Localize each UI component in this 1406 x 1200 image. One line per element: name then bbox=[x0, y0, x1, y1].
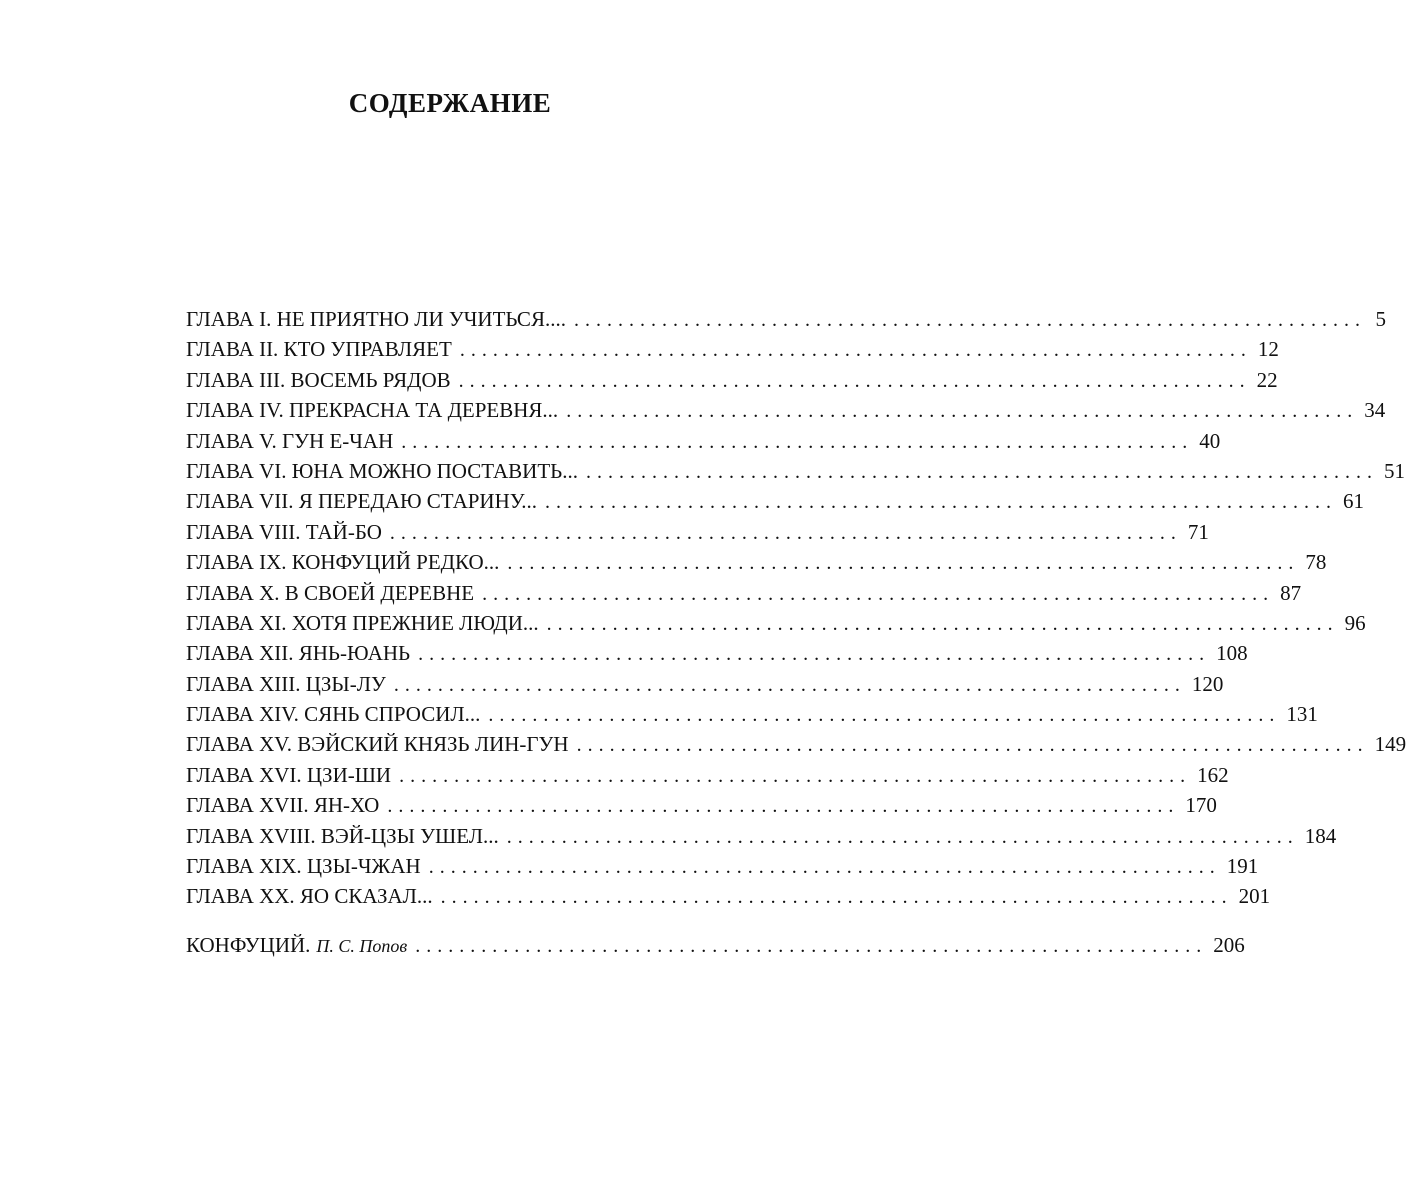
toc-entry-appendix bbox=[186, 930, 1245, 960]
toc-entry-page: 184 bbox=[1304, 823, 1337, 848]
toc-entry-label: ГЛАВА XIX. ЦЗЫ-ЧЖАН bbox=[186, 854, 421, 879]
toc-entry-label: ГЛАВА XVIII. ВЭЙ-ЦЗЫ УШЕЛ... bbox=[186, 823, 499, 848]
toc-entry-page: 191 bbox=[1226, 854, 1259, 879]
toc-entry-page: 108 bbox=[1216, 641, 1248, 666]
toc-entry bbox=[186, 365, 1278, 395]
toc-entry-page: 12 bbox=[1257, 337, 1279, 362]
dot-leader: ........................................................................ bbox=[415, 934, 1208, 957]
toc-entry bbox=[186, 304, 1386, 334]
toc-entry-page: 170 bbox=[1185, 793, 1217, 818]
toc-entry bbox=[186, 881, 1271, 911]
toc-entry-page: 201 bbox=[1238, 884, 1271, 909]
toc-entry bbox=[186, 456, 1405, 486]
toc-entry bbox=[186, 608, 1366, 638]
table-of-contents bbox=[186, 304, 1406, 960]
toc-entry-page: 96 bbox=[1344, 610, 1366, 635]
toc-entry-label: ГЛАВА XI. ХОТЯ ПРЕЖНИЕ ЛЮДИ... bbox=[186, 610, 539, 635]
toc-entry bbox=[186, 395, 1386, 425]
appendix-author: П. С. Попов bbox=[316, 935, 408, 956]
toc-entry-page: 162 bbox=[1197, 762, 1229, 787]
toc-entry bbox=[186, 578, 1302, 608]
toc-entry bbox=[186, 790, 1217, 820]
toc-entry-label: ГЛАВА I. НЕ ПРИЯТНО ЛИ УЧИТЬСЯ.... bbox=[186, 307, 566, 331]
toc-entry-page: 34 bbox=[1364, 398, 1386, 423]
toc-entry-page: 71 bbox=[1187, 519, 1209, 544]
dot-leader: ........................................................................ bbox=[506, 825, 1299, 848]
toc-entry-label: ГЛАВА III. ВОСЕМЬ РЯДОВ bbox=[186, 367, 451, 392]
toc-entry bbox=[186, 760, 1229, 790]
dot-leader: ........................................................................ bbox=[399, 764, 1192, 787]
dot-leader: ........................................................................ bbox=[401, 430, 1194, 453]
dot-leader: ........................................................................ bbox=[393, 673, 1186, 696]
toc-entry-label: ГЛАВА XX. ЯО СКАЗАЛ... bbox=[186, 884, 433, 909]
toc-entry bbox=[186, 729, 1406, 759]
page-title: СОДЕРЖАНИЕ bbox=[348, 88, 552, 118]
toc-entry-page: 78 bbox=[1305, 550, 1327, 575]
toc-entry-label: ГЛАВА XIII. ЦЗЫ-ЛУ bbox=[186, 671, 386, 696]
toc-entry-label: ГЛАВА VI. ЮНА МОЖНО ПОСТАВИТЬ... bbox=[186, 458, 578, 483]
toc-entry-label: ГЛАВА XVII. ЯН-ХО bbox=[186, 793, 380, 818]
toc-entry bbox=[186, 517, 1209, 547]
toc-entry bbox=[186, 669, 1224, 699]
dot-leader: ........................................................................ bbox=[440, 886, 1233, 909]
toc-entry bbox=[186, 851, 1259, 881]
dot-leader: ........................................................................ bbox=[585, 460, 1378, 483]
dot-leader: ........................................................................ bbox=[507, 552, 1300, 575]
toc-entry-page: 40 bbox=[1199, 428, 1221, 453]
toc-entry-page: 22 bbox=[1256, 367, 1278, 392]
dot-leader: ........................................................................ bbox=[389, 521, 1182, 544]
toc-entry-page: 61 bbox=[1342, 489, 1364, 514]
toc-entry-label: ГЛАВА XII. ЯНЬ-ЮАНЬ bbox=[186, 641, 411, 666]
dot-leader: ........................................................................ bbox=[488, 704, 1281, 727]
dot-leader: ........................................................................ bbox=[566, 400, 1359, 423]
toc-entry bbox=[186, 486, 1364, 516]
toc-entry-label: ГЛАВА IX. КОНФУЦИЙ РЕДКО... bbox=[186, 550, 500, 575]
toc-entry-page: 206 bbox=[1213, 932, 1245, 957]
toc-entry-label: ГЛАВА XV. ВЭЙСКИЙ КНЯЗЬ ЛИН-ГУН bbox=[186, 732, 569, 757]
toc-entry-page: 5 bbox=[1375, 307, 1386, 331]
toc-entry-label: ГЛАВА VII. Я ПЕРЕДАЮ СТАРИНУ... bbox=[186, 489, 537, 514]
toc-entry-label: ГЛАВА V. ГУН Е-ЧАН bbox=[186, 428, 394, 453]
toc-entry-page: 120 bbox=[1191, 671, 1224, 696]
toc-entry bbox=[186, 334, 1279, 364]
toc-entry-page: 87 bbox=[1280, 580, 1302, 605]
toc-entries bbox=[186, 304, 1406, 912]
toc-entry-page: 149 bbox=[1374, 732, 1406, 757]
toc-entry-label: ГЛАВА II. КТО УПРАВЛЯЕТ bbox=[186, 337, 452, 362]
dot-leader: ........................................................................ bbox=[459, 339, 1252, 362]
toc-entry-label: ГЛАВА XIV. СЯНЬ СПРОСИЛ... bbox=[186, 702, 481, 727]
toc-entry-label: ГЛАВА XVI. ЦЗИ-ШИ bbox=[186, 762, 392, 787]
dot-leader: ........................................................................ bbox=[428, 856, 1221, 879]
dot-leader: ........................................................................ bbox=[458, 369, 1251, 392]
toc-entry-page: 131 bbox=[1286, 702, 1318, 727]
dot-leader: ........................................................................ bbox=[482, 582, 1275, 605]
toc-entry-label bbox=[186, 930, 407, 961]
dot-leader: ........................................................................ bbox=[576, 734, 1369, 757]
toc-entry bbox=[186, 699, 1318, 729]
dot-leader: ........................................................................ bbox=[546, 612, 1339, 635]
toc-entry bbox=[186, 426, 1221, 456]
toc-entry bbox=[186, 821, 1337, 851]
dot-leader: ........................................................................ bbox=[544, 491, 1337, 514]
appendix-title: КОНФУЦИЙ. bbox=[186, 932, 311, 957]
dot-leader: ........................................................................ bbox=[387, 795, 1180, 818]
toc-entry-page: 51 bbox=[1383, 458, 1405, 483]
toc-entry-label: ГЛАВА X. В СВОЕЙ ДЕРЕВНЕ bbox=[186, 580, 475, 605]
dot-leader: ........................................................................ bbox=[418, 643, 1211, 666]
toc-entry bbox=[186, 638, 1248, 668]
toc-entry bbox=[186, 547, 1327, 577]
toc-entry-label: ГЛАВА VIII. ТАЙ-БО bbox=[186, 519, 382, 544]
dot-leader: ........................................................................ bbox=[573, 309, 1366, 331]
toc-entry-label: ГЛАВА IV. ПРЕКРАСНА ТА ДЕРЕВНЯ... bbox=[186, 398, 559, 423]
